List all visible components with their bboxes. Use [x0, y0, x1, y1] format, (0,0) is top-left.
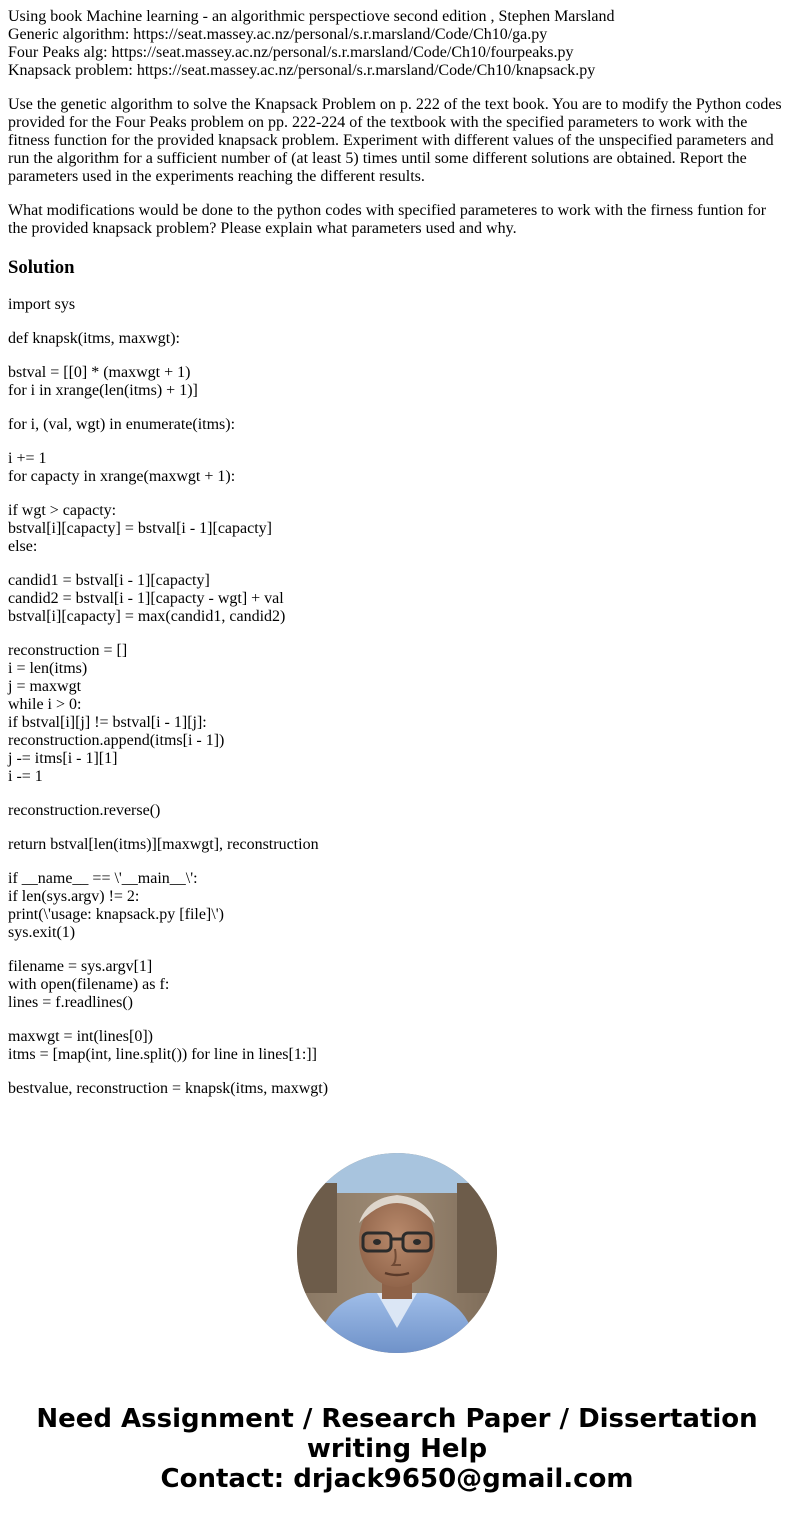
- code-line: i = len(itms): [8, 660, 88, 677]
- code-line: with open(filename) as f:: [8, 976, 170, 993]
- code-line: if wgt > capacty:: [8, 502, 117, 519]
- code-line: candid2 = bstval[i - 1][capacty - wgt] + val: [8, 590, 284, 607]
- promo-contact-line: Contact: drjack9650@gmail.com: [160, 1464, 634, 1494]
- code-line: return bstval[len(itms)][maxwgt], reconstruction: [8, 836, 319, 853]
- task-paragraph: Use the genetic algorithm to solve the Knapsack Problem on p. 222 of the text book. You are to modify the Python codes provided for the Four Peaks problem on pp. 222-224 of the textbook with the specified parameters to work with the fitness function for the provided knapsack problem. Experiment with different values of the unspecified parameters and run the algorithm for a sufficient number of (at least 5) times until some different solutions are obtained. Report the parameters used in the experiments reaching the different results.: [8, 96, 782, 185]
- code-line: if bstval[i][j] != bstval[i - 1][j]:: [8, 714, 207, 731]
- code-block: [8, 296, 786, 314]
- code-block: [8, 870, 786, 942]
- code-block: [8, 364, 786, 400]
- code-line: import sys: [8, 296, 76, 313]
- code-block: [8, 450, 786, 486]
- promo-line-1: Need Assignment / Research Paper / Dissertation: [36, 1404, 758, 1434]
- code-line: j = maxwgt: [8, 678, 82, 695]
- code-line: for i in xrange(len(itms) + 1)]: [8, 382, 198, 399]
- code-block: [8, 958, 786, 1012]
- code-line: i -= 1: [8, 768, 43, 785]
- code-block: [8, 836, 786, 854]
- solution-code: [8, 296, 786, 1098]
- code-line: bestvalue, reconstruction = knapsk(itms, maxwgt): [8, 1080, 329, 1097]
- code-line: else:: [8, 538, 38, 555]
- code-line: bstval[i][capacty] = bstval[i - 1][capacty]: [8, 520, 273, 537]
- book-reference-line: Using book Machine learning - an algorithmic perspectiove second edition , Stephen Marsland: [8, 8, 615, 25]
- code-line: if __name__ == \'__main__\':: [8, 870, 198, 887]
- code-block: [8, 1028, 786, 1064]
- code-line: reconstruction.append(itms[i - 1]): [8, 732, 225, 749]
- code-line: sys.exit(1): [8, 924, 76, 941]
- promo-line-2: writing Help: [306, 1434, 488, 1464]
- knapsack-link-line: Knapsack problem: https://seat.massey.ac.nz/personal/s.r.marsland/Code/Ch10/knapsack.py: [8, 62, 596, 79]
- code-line: bstval[i][capacty] = max(candid1, candid2): [8, 608, 286, 625]
- code-block: [8, 572, 786, 626]
- code-line: reconstruction = []: [8, 642, 128, 659]
- code-line: print(\'usage: knapsack.py [file]\'): [8, 906, 224, 923]
- code-block: [8, 802, 786, 820]
- code-line: bstval = [[0] * (maxwgt + 1): [8, 364, 191, 381]
- reference-list: [8, 8, 786, 80]
- code-line: for i, (val, wgt) in enumerate(itms):: [8, 416, 236, 433]
- code-block: [8, 642, 786, 786]
- genetic-algorithm-link-line: Generic algorithm: https://seat.massey.ac.nz/personal/s.r.marsland/Code/Ch10/ga.py: [8, 26, 548, 43]
- code-line: if len(sys.argv) != 2:: [8, 888, 140, 905]
- document-body: [8, 8, 786, 1098]
- code-line: i += 1: [8, 450, 47, 467]
- code-line: lines = f.readlines(): [8, 994, 133, 1011]
- code-block: [8, 1080, 786, 1098]
- code-block: [8, 502, 786, 556]
- code-block: [8, 330, 786, 348]
- code-line: reconstruction.reverse(): [8, 802, 161, 819]
- code-line: maxwgt = int(lines[0]): [8, 1028, 153, 1045]
- portrait-image: [297, 1153, 497, 1353]
- code-line: filename = sys.argv[1]: [8, 958, 153, 975]
- code-line: j -= itms[i - 1][1]: [8, 750, 118, 767]
- solution-heading: Solution: [8, 257, 75, 278]
- author-avatar: [297, 1153, 497, 1353]
- code-line: for capacty in xrange(maxwgt + 1):: [8, 468, 236, 485]
- four-peaks-link-line: Four Peaks alg: https://seat.massey.ac.nz/personal/s.r.marsland/Code/Ch10/fourpeaks.py: [8, 44, 574, 61]
- question-paragraph: What modifications would be done to the python codes with specified parameteres to work with the firness funtion for the provided knapsack problem? Please explain what parameters used and why.: [8, 202, 767, 237]
- code-block: [8, 416, 786, 434]
- code-line: def knapsk(itms, maxwgt):: [8, 330, 180, 347]
- code-line: itms = [map(int, line.split()) for line in lines[1:]]: [8, 1046, 317, 1063]
- promo-banner: [0, 1404, 794, 1494]
- code-line: candid1 = bstval[i - 1][capacty]: [8, 572, 210, 589]
- code-line: while i > 0:: [8, 696, 82, 713]
